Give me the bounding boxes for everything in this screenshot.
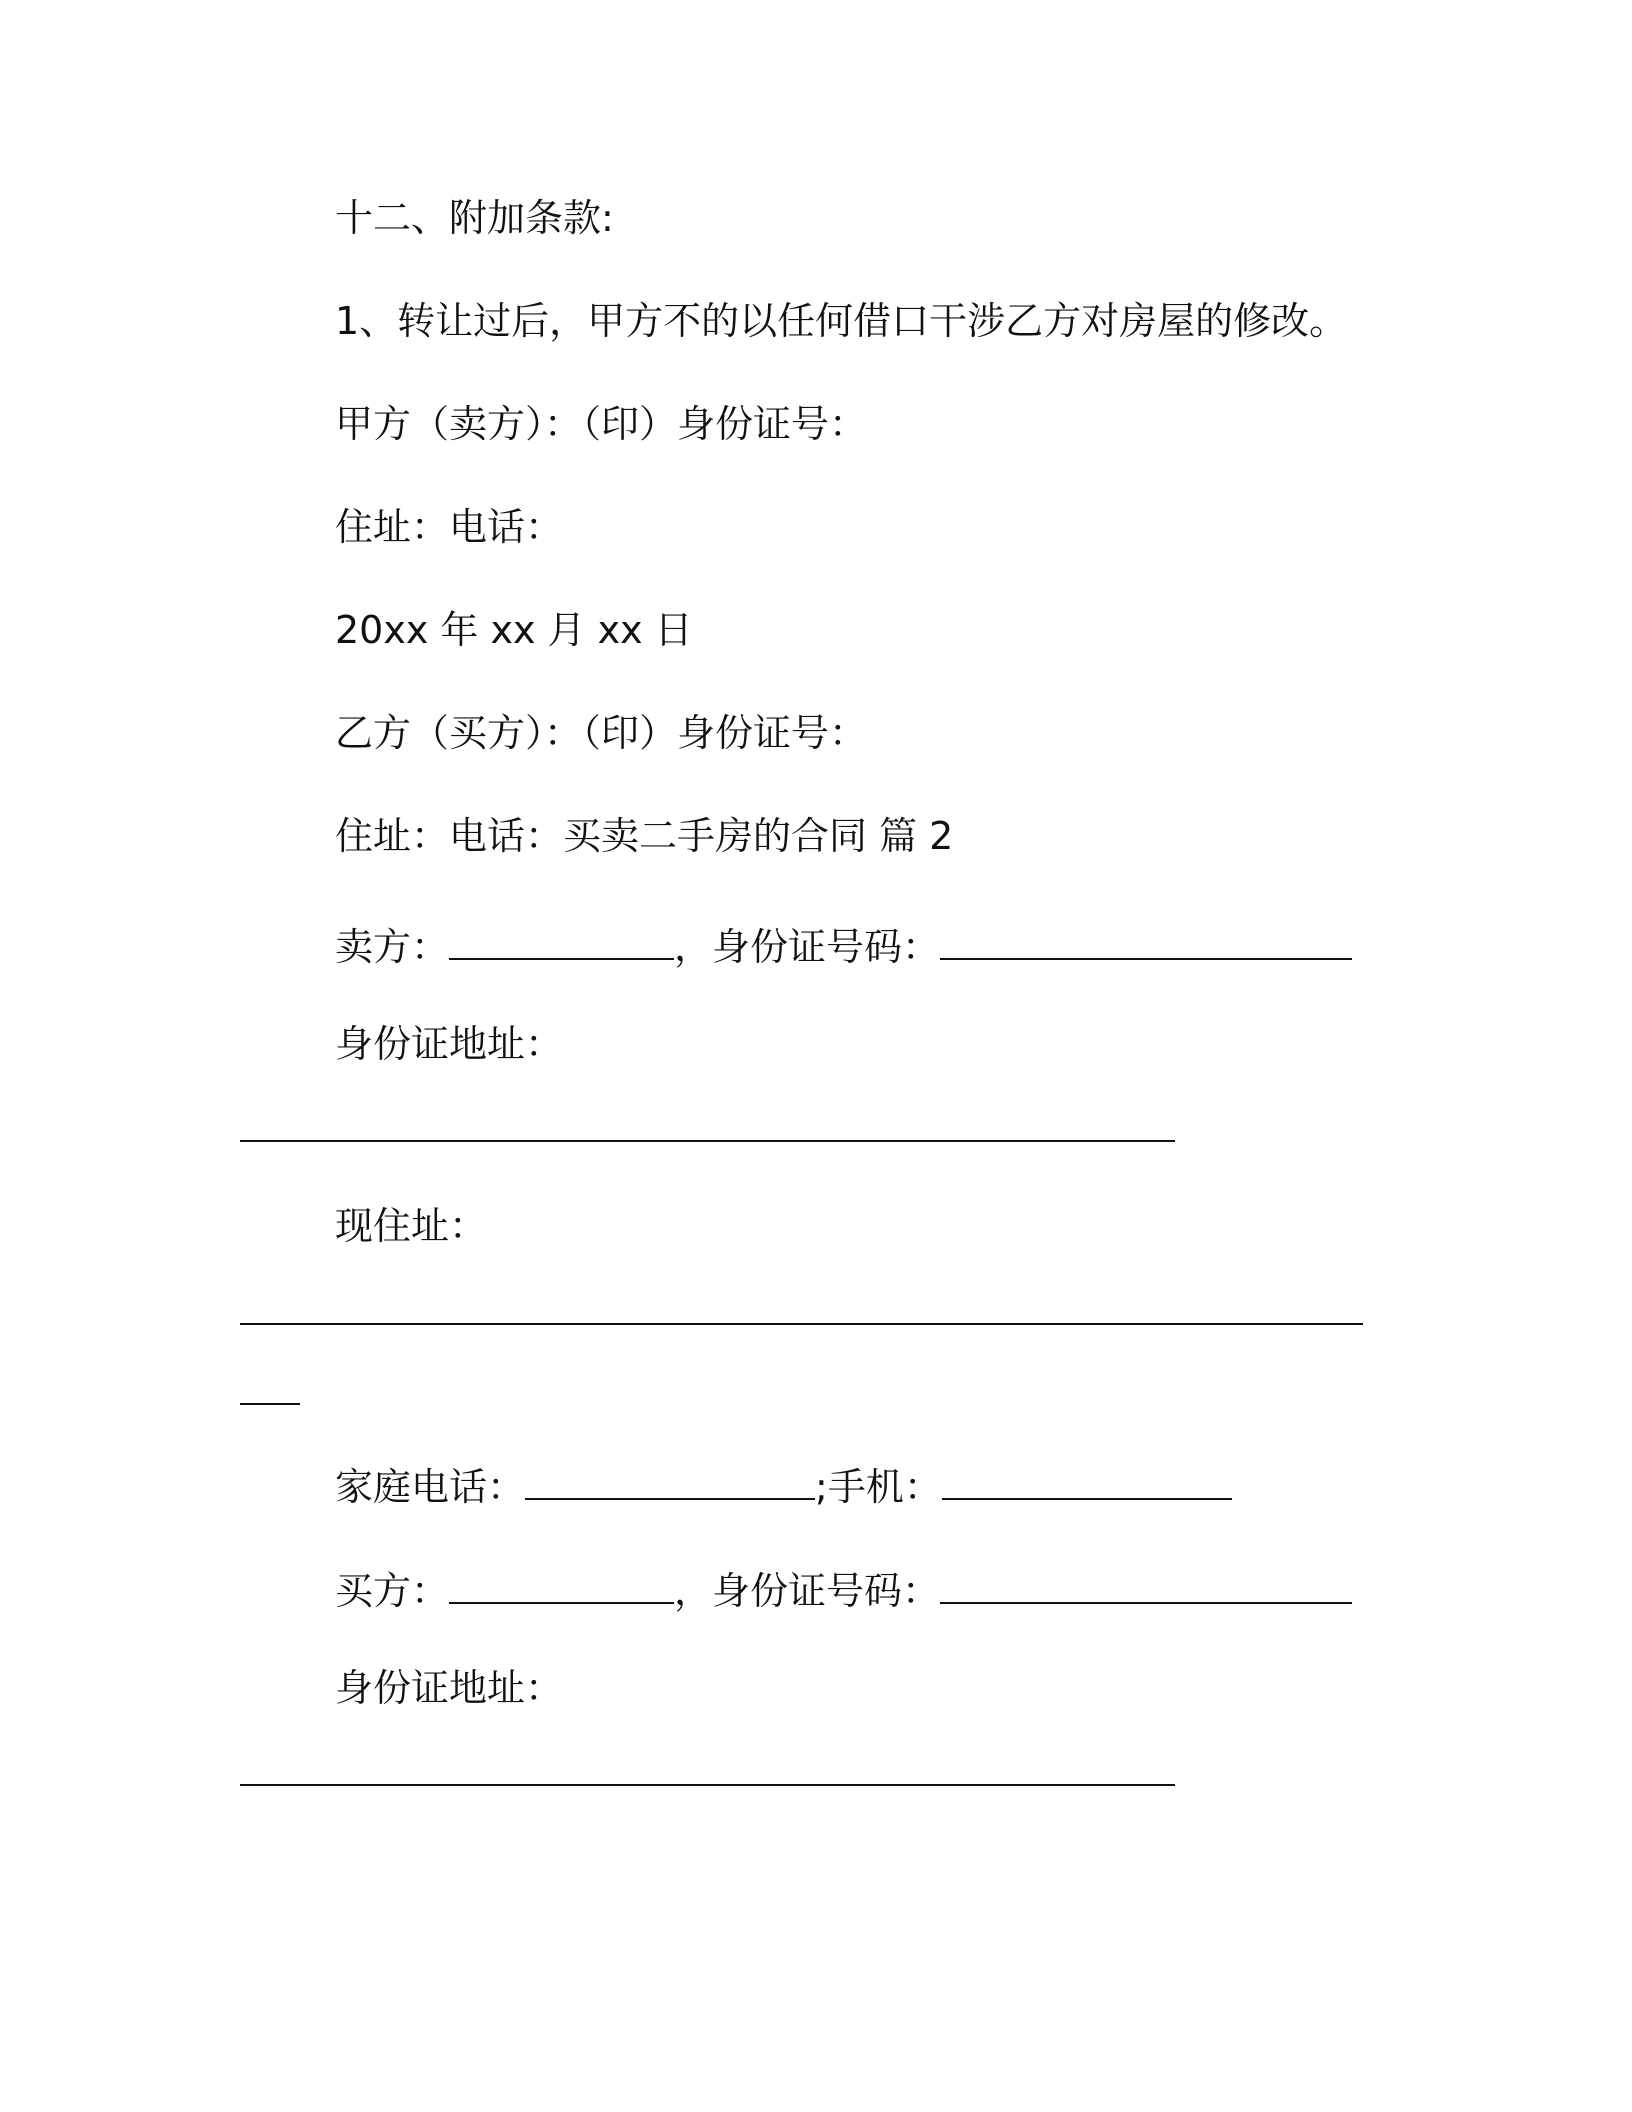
party-a-line: 甲方（卖方）：（印）身份证号： bbox=[335, 402, 868, 446]
party-b-address: 住址：电话：买卖二手房的合同 篇 2 bbox=[335, 814, 954, 858]
buyer-id-address-blank bbox=[240, 1784, 1175, 1786]
buyer-id-blank bbox=[940, 1566, 1352, 1604]
seller-id-blank bbox=[940, 922, 1352, 960]
home-phone-label: 家庭电话： bbox=[335, 1465, 526, 1509]
seller-id-label: ，身份证号码： bbox=[674, 925, 941, 969]
mobile-blank bbox=[942, 1462, 1232, 1500]
buyer-label: 买方： bbox=[335, 1569, 450, 1613]
seller-current-address-blank-cont bbox=[240, 1403, 300, 1405]
seller-current-address-blank bbox=[240, 1323, 1363, 1325]
section-heading: 十二、附加条款: bbox=[335, 196, 614, 240]
seller-id-address-label: 身份证地址： bbox=[335, 1022, 564, 1066]
buyer-line bbox=[335, 1566, 1352, 1615]
buyer-name-blank bbox=[449, 1566, 674, 1604]
clause-1: 1、转让过后，甲方不的以任何借口干涉乙方对房屋的修改。 bbox=[335, 299, 1348, 343]
seller-id-address-blank bbox=[240, 1140, 1175, 1142]
seller-line bbox=[335, 922, 1352, 971]
party-a-address: 住址：电话： bbox=[335, 505, 564, 549]
home-phone-blank bbox=[525, 1462, 815, 1500]
seller-name-blank bbox=[449, 922, 674, 960]
party-b-line: 乙方（买方）：（印）身份证号： bbox=[335, 711, 868, 755]
seller-phone-line bbox=[335, 1462, 1232, 1511]
buyer-id-address-label: 身份证地址： bbox=[335, 1666, 564, 1710]
date-line: 20xx 年 xx 月 xx 日 bbox=[335, 608, 693, 652]
mobile-label: ;手机： bbox=[815, 1465, 942, 1509]
seller-current-address-label: 现住址： bbox=[335, 1204, 488, 1248]
seller-label: 卖方： bbox=[335, 925, 450, 969]
buyer-id-label: ，身份证号码： bbox=[674, 1569, 941, 1613]
